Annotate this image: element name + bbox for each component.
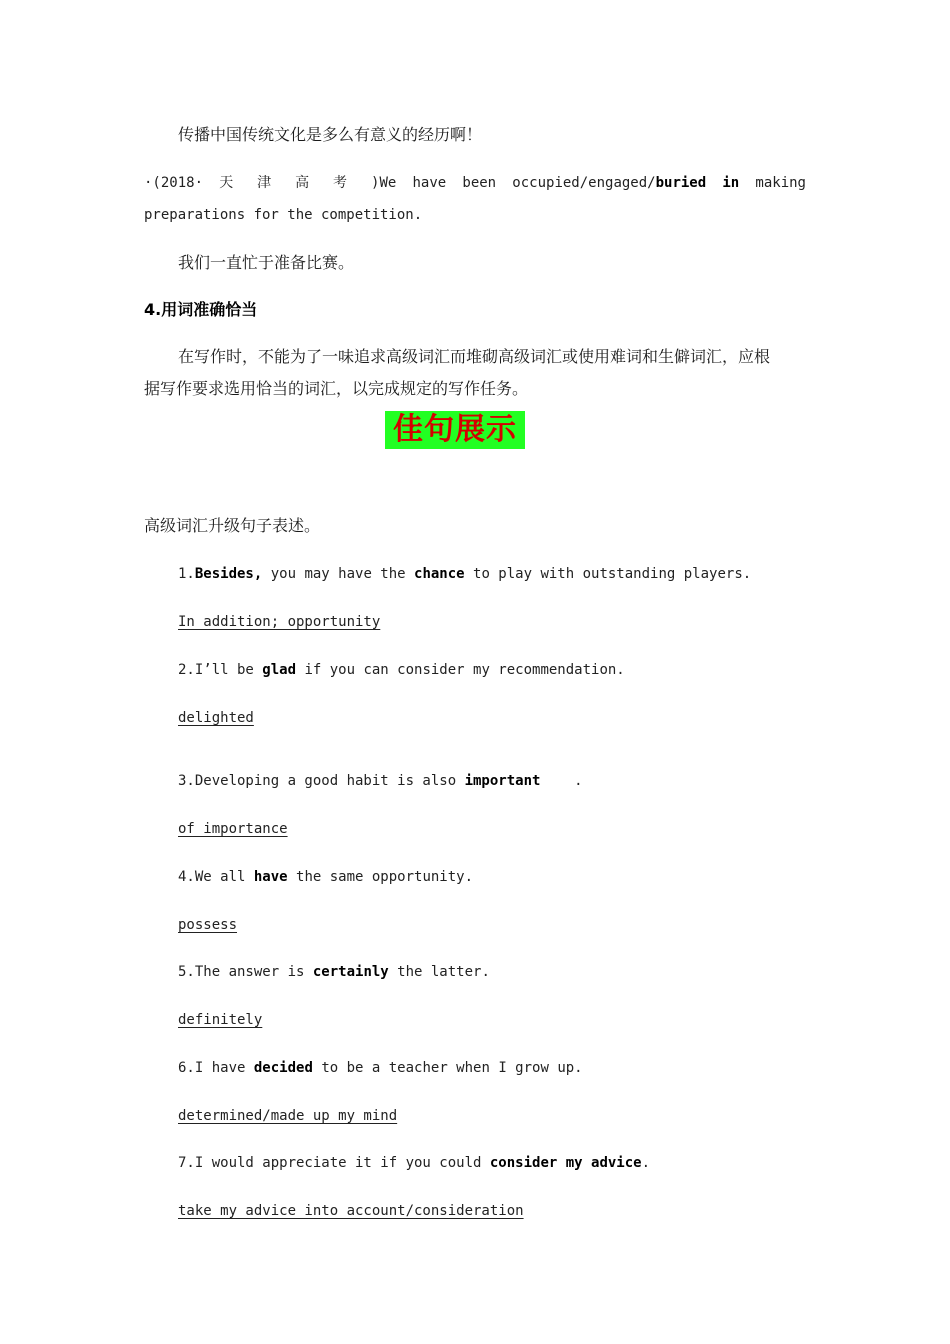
item-text: I have [194,1060,254,1076]
example-sentence-line2: preparations for the competition. [144,207,423,223]
example-sentence-line1 [144,172,806,194]
item-number: 5. [178,964,195,980]
exercise-item [178,961,490,983]
item-text: if you can consider my recommendation. [296,662,625,678]
exercise-item [178,1152,650,1174]
item-answer: take my advice into account/consideration [178,1203,524,1219]
item-text: the latter. [388,964,490,980]
intro-sentence: 传播中国传统文化是多么有意义的经历啊！ [178,125,483,144]
item-keyword: certainly [312,964,389,980]
item-answer: possess [178,917,238,933]
item-keyword: Besides, [194,566,263,582]
item-answer: delighted [178,710,254,726]
item-answer: definitely [178,1012,263,1028]
section-paragraph-line1: 在写作时，不能为了一味追求高级词汇而堆砌高级词汇或使用难词和生僻词汇，应根 [178,347,771,366]
exercise-item [178,563,751,585]
item-keyword: important [464,773,541,789]
item-text: We all [194,869,254,885]
item-text: . [641,1155,651,1171]
exercise-intro: 高级词汇升级句子表述。 [144,516,321,535]
example-text-end: making [739,175,806,191]
item-number: 3. [178,773,195,789]
example-keyword: buried in [655,175,740,191]
example-source: ·(2018· 天 津 高 考 ) [144,175,380,191]
item-answer: In addition; opportunity [178,614,381,630]
item-number: 1. [178,566,195,582]
item-text: you may have the [262,566,415,582]
item-keyword: consider my advice [489,1155,642,1171]
item-keyword: chance [414,566,465,582]
item-keyword: have [253,869,288,885]
banner-label: 佳句展示 [385,411,525,449]
item-number: 6. [178,1060,195,1076]
item-keyword: decided [253,1060,313,1076]
item-text: The answer is [194,964,313,980]
section-paragraph-line2: 据写作要求选用恰当的词汇，以完成规定的写作任务。 [144,379,529,398]
item-text: to play with outstanding players. [464,566,752,582]
exercise-item [178,866,473,888]
item-text: the same opportunity. [287,869,474,885]
item-answer: of importance [178,821,288,837]
exercise-item [178,770,583,792]
example-translation: 我们一直忙于准备比赛。 [178,253,355,272]
exercise-item [178,659,625,681]
item-keyword: glad [262,662,297,678]
item-text: to be a teacher when I grow up. [312,1060,583,1076]
item-answer: determined/made up my mind [178,1108,398,1124]
item-text: I would appreciate it if you could [194,1155,490,1171]
item-number: 2. [178,662,195,678]
exercise-item [178,1057,583,1079]
item-text: Developing a good habit is also [194,773,465,789]
example-text: We have been occupied/engaged/ [379,175,656,191]
section-heading: 4.用词准确恰当 [144,300,258,319]
item-text: . [540,773,583,789]
item-text: I’ll be [194,662,263,678]
item-number: 7. [178,1155,195,1171]
item-number: 4. [178,869,195,885]
